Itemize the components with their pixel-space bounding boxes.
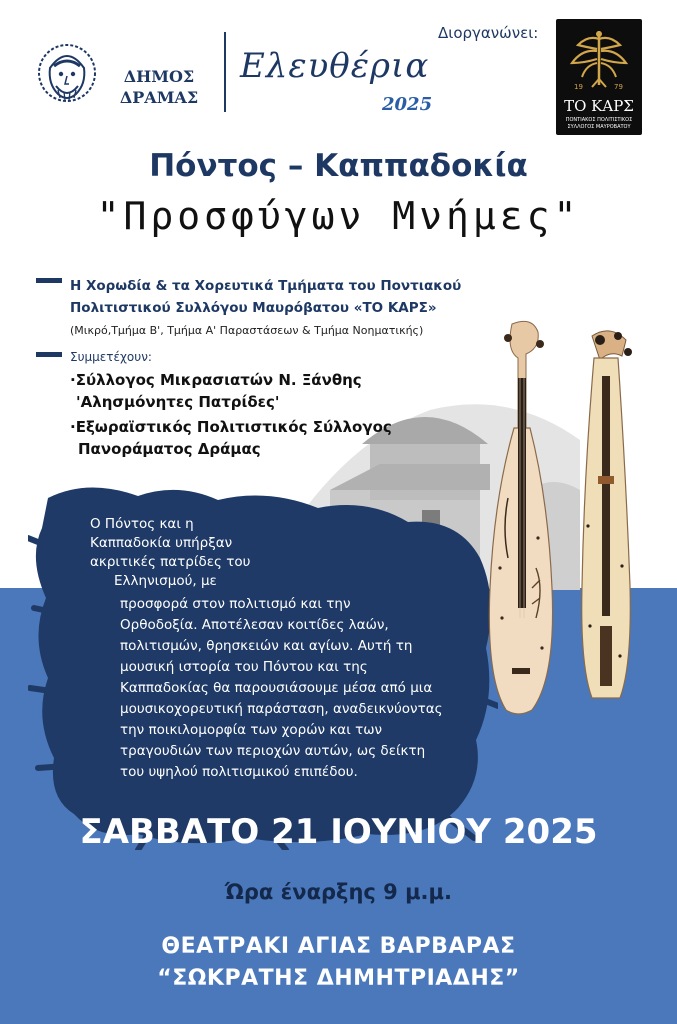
event-date: ΣΑΒΒΑΤΟ 21 ΙΟΥΝΙΟΥ 2025	[79, 812, 598, 852]
lyra-instrument-left	[478, 318, 560, 718]
logo-year-right: 79	[614, 83, 623, 91]
festival-year: 2025	[382, 94, 433, 115]
organizer-logo-subtitle	[560, 117, 638, 131]
description-line-6: Ορθοδοξία. Αποτέλεσαν κοιτίδες λαών,	[120, 617, 389, 633]
description-line-10: μουσικοχορευτική παράσταση, αναδεικνύοντας	[120, 701, 443, 717]
description-line-9: Καππαδοκίας θα παρουσιάσουμε μέσα από μια	[120, 680, 433, 696]
intro-accent-bar	[36, 278, 62, 283]
venue-line-1: ΘΕΑΤΡΑΚΙ ΑΓΙΑΣ ΒΑΡΒΑΡΑΣ	[161, 934, 516, 959]
municipality-line-1: ΔΗΜΟΣ	[123, 67, 195, 86]
organizer-logo-subtitle-2: ΣΥΛΛΟΓΟΣ ΜΑΥΡΟΒΑΤΟΥ	[567, 124, 631, 130]
lyra-instrument-right	[570, 326, 642, 706]
participant-line-1: ·Σύλλογος Μικρασιατών Ν. Ξάνθης	[70, 371, 362, 389]
header-divider	[224, 32, 226, 112]
intro-line-1: Η Χορωδία & τα Χορευτικά Τμήματα του Ποντιακού	[70, 278, 462, 294]
organizer-logo	[556, 19, 642, 135]
logo-year-left: 19	[574, 83, 583, 91]
participant-line-2: 'Αλησμόνητες Πατρίδες'	[76, 393, 280, 411]
municipality-line-2: ΔΡΑΜΑΣ	[119, 88, 199, 107]
participant-line-3: ·Εξωραϊστικός Πολιτιστικός Σύλλογος	[70, 418, 392, 436]
participants-accent-bar	[36, 352, 62, 357]
description-line-5: προσφορά στον πολιτισμό και την	[120, 596, 351, 612]
organizer-logo-subtitle-1: ΠΟΝΤΙΑΚΟΣ ΠΟΛΙΤΙΣΤΙΚΟΣ	[565, 117, 633, 123]
description-line-2: Καππαδοκία υπήρξαν	[90, 535, 233, 551]
description-line-8: μουσική ιστορία του Πόντου και της	[120, 659, 368, 675]
phoenix-icon	[564, 25, 634, 91]
intro-note: (Μικρό,Τμήμα Β', Τμήμα Α' Παραστάσεων & Τμήμα Νοηματικής)	[70, 324, 424, 337]
description-line-12: τραγουδιών των περιοχών αυτών, ως δείκτη	[120, 743, 426, 759]
event-start-time: Ώρα έναρξης 9 μ.μ.	[225, 880, 452, 904]
description-line-11: την ποικιλομορφία των χορών και των	[120, 722, 383, 738]
municipality-name	[104, 66, 214, 108]
participant-line-4: Πανοράματος Δράμας	[78, 440, 261, 458]
festival-name: Ελευθέρια	[240, 46, 430, 86]
intro-line-2: Πολιτιστικού Συλλόγου Μαυρόβατου «ΤΟ ΚΑΡΣ»	[70, 300, 437, 316]
municipality-crest-icon	[36, 38, 98, 108]
description-line-7: πολιτισμών, θρησκειών και αγίων. Αυτή τη	[120, 638, 413, 654]
description-line-3: ακριτικές πατρίδες του	[90, 554, 251, 570]
organizer-logo-name: ΤΟ ΚΑΡΣ	[564, 97, 634, 115]
participants-label: Συμμετέχουν:	[70, 350, 152, 364]
description-line-13: του υψηλού πολιτισμικού επιπέδου.	[120, 764, 358, 780]
venue-line-2: “ΣΩΚΡΑΤΗΣ ΔΗΜΗΤΡΙΑΔΗΣ”	[157, 966, 520, 991]
description-line-4: Ελληνισμού, με	[114, 573, 217, 589]
organizer-label: Διοργανώνει:	[438, 24, 539, 42]
poster-subtitle: "Προσφύγων Μνήμες"	[96, 194, 581, 238]
description-line-1: Ο Πόντος και η	[90, 516, 194, 532]
poster-title: Πόντος – Καππαδοκία	[149, 148, 528, 184]
